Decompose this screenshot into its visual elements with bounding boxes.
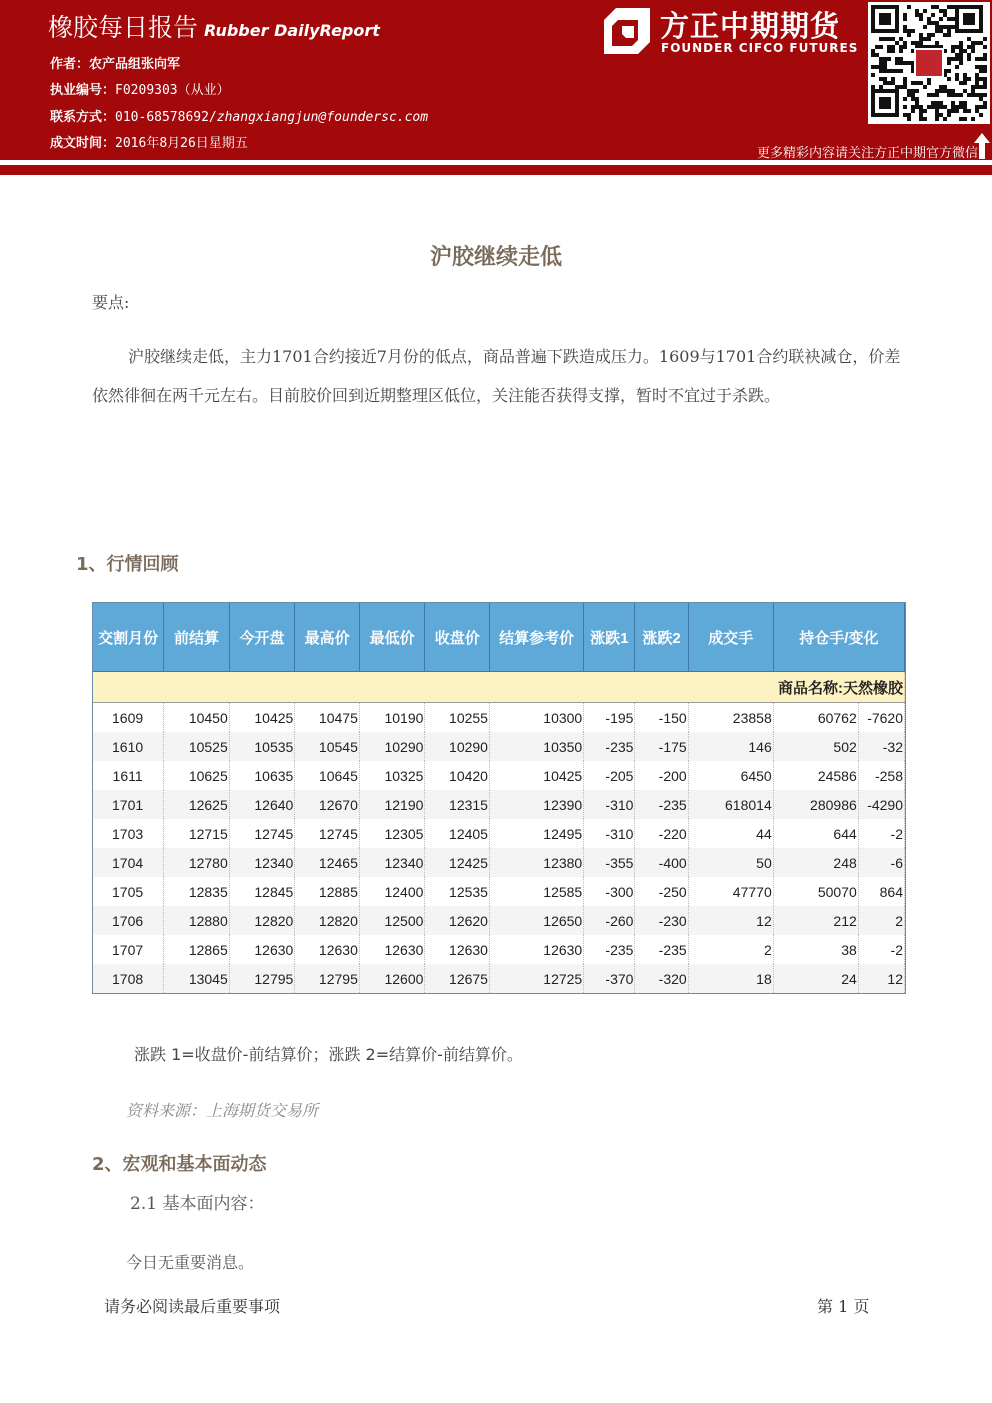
author-value: 农产品组张向军 <box>89 57 181 72</box>
date-value: 2016年8月26日星期五 <box>115 136 248 151</box>
col-header: 今开盘 <box>229 603 295 672</box>
table-cell: 12425 <box>425 848 490 877</box>
table-row <box>93 819 905 848</box>
table-cell: 864 <box>858 877 904 906</box>
table-cell: 12650 <box>489 906 583 935</box>
table-cell: -2 <box>858 935 904 964</box>
table-cell: 1609 <box>93 703 164 733</box>
table-cell: 12625 <box>164 790 230 819</box>
table-cell: -235 <box>584 935 635 964</box>
table-cell: 12670 <box>295 790 360 819</box>
table-cell: 618014 <box>688 790 773 819</box>
report-title <box>48 8 380 44</box>
table-cell: 10290 <box>425 732 490 761</box>
table-row <box>93 848 905 877</box>
contact-phone: 010-68578692/ <box>115 110 217 125</box>
col-header: 成交手 <box>688 603 773 672</box>
table-cell: 12405 <box>425 819 490 848</box>
license-line: 执业编号：F0209303（从业） <box>50 83 230 98</box>
up-arrow-icon <box>974 133 990 159</box>
col-header: 最低价 <box>359 603 425 672</box>
table-cell: 1708 <box>93 964 164 993</box>
table-cell: 10425 <box>229 703 295 733</box>
report-title-cn: 橡胶每日报告 <box>48 13 199 42</box>
table-cell: -355 <box>584 848 635 877</box>
table-cell: 6450 <box>688 761 773 790</box>
license-value: F0209303（从业） <box>115 83 230 98</box>
table-cell: 13045 <box>164 964 230 993</box>
table-cell: 10325 <box>359 761 425 790</box>
company-logo <box>604 6 859 56</box>
table-cell: -200 <box>635 761 688 790</box>
wechat-note: 更多精彩内容请关注方正中期官方微信 <box>756 146 978 161</box>
table-cell: 1610 <box>93 732 164 761</box>
col-header: 涨跌1 <box>584 603 635 672</box>
table-cell: 10625 <box>164 761 230 790</box>
table-cell: -220 <box>635 819 688 848</box>
table-row <box>93 877 905 906</box>
logo-mark-icon <box>604 8 650 54</box>
table-cell: 1704 <box>93 848 164 877</box>
table-cell: 12820 <box>295 906 360 935</box>
table-cell: -260 <box>584 906 635 935</box>
col-header: 收盘价 <box>425 603 490 672</box>
table-cell: -310 <box>584 790 635 819</box>
subsection-heading-fundamentals: 2.1 基本面内容： <box>130 1194 265 1214</box>
table-cell: 12585 <box>489 877 583 906</box>
table-cell: 12630 <box>295 935 360 964</box>
table-cell: -320 <box>635 964 688 993</box>
table-cell: 12725 <box>489 964 583 993</box>
col-header: 最高价 <box>295 603 360 672</box>
table-cell: 12820 <box>229 906 295 935</box>
summary-paragraph: 沪胶继续走低，主力1701合约接近7月份的低点，商品普遍下跌造成压力。1609与1701合约联袂减仓，价差依然徘徊在两千元左右。目前胶价回到近期整理区低位，关注能否获得支撑，暂时不宜过于杀跌。 <box>92 347 901 405</box>
table-cell: 10350 <box>489 732 583 761</box>
table-cell: 60762 <box>773 703 858 733</box>
table-row <box>93 732 905 761</box>
author-line: 作者：农产品组张向军 <box>50 57 181 72</box>
contact-email[interactable]: zhangxiangjun@foundersc.com <box>216 110 429 125</box>
table-cell: 12745 <box>295 819 360 848</box>
table-cell: -175 <box>635 732 688 761</box>
data-source: 资料来源：上海期货交易所 <box>126 1101 319 1120</box>
table-cell: 644 <box>773 819 858 848</box>
table-cell: -235 <box>635 935 688 964</box>
report-header <box>0 0 992 160</box>
table-cell: 12640 <box>229 790 295 819</box>
product-label: 商品名称:天然橡胶 <box>93 672 905 703</box>
page-number: 第 1 页 <box>817 1297 870 1316</box>
table-cell: 12780 <box>164 848 230 877</box>
product-row <box>93 672 905 703</box>
table-cell: 248 <box>773 848 858 877</box>
table-cell: 12630 <box>425 935 490 964</box>
table-cell: 24586 <box>773 761 858 790</box>
table-cell: 2 <box>858 906 904 935</box>
table-cell: 12190 <box>359 790 425 819</box>
table-cell: 47770 <box>688 877 773 906</box>
table-cell: 10475 <box>295 703 360 733</box>
table-cell: 38 <box>773 935 858 964</box>
wechat-qr-code[interactable] <box>868 2 990 124</box>
keypoints-label: 要点: <box>92 293 130 312</box>
table-cell: -2 <box>858 819 904 848</box>
logo-text-cn: 方正中期期货 <box>660 9 841 43</box>
table-cell: -258 <box>858 761 904 790</box>
table-cell: 12535 <box>425 877 490 906</box>
logo-text-en: FOUNDER CIFCO FUTURES <box>661 41 859 55</box>
table-cell: 280986 <box>773 790 858 819</box>
report-title-en: Rubber DailyReport <box>204 21 380 40</box>
table-cell: 12835 <box>164 877 230 906</box>
table-cell: 12715 <box>164 819 230 848</box>
contact-line: 联系方式：010-68578692/zhangxiangjun@foundersc.com <box>50 110 429 125</box>
table-row <box>93 761 905 790</box>
table-cell: 12880 <box>164 906 230 935</box>
table-cell: 24 <box>773 964 858 993</box>
table-cell: 12390 <box>489 790 583 819</box>
table-cell: -230 <box>635 906 688 935</box>
table-row <box>93 906 905 935</box>
table-cell: 10645 <box>295 761 360 790</box>
table-cell: 18 <box>688 964 773 993</box>
table-cell: -150 <box>635 703 688 733</box>
change-definition-note: 涨跌 1=收盘价-前结算价；涨跌 2=结算价-前结算价。 <box>134 1045 523 1064</box>
table-cell: 12675 <box>425 964 490 993</box>
table-cell: -300 <box>584 877 635 906</box>
col-header: 交割月份 <box>93 603 164 672</box>
table-cell: 212 <box>773 906 858 935</box>
table-cell: 50 <box>688 848 773 877</box>
table-cell: 12305 <box>359 819 425 848</box>
table-row <box>93 935 905 964</box>
table-cell: 12630 <box>359 935 425 964</box>
table-cell: 12495 <box>489 819 583 848</box>
table-cell: -250 <box>635 877 688 906</box>
col-header: 涨跌2 <box>635 603 688 672</box>
qr-code-icon <box>868 2 990 124</box>
section-heading-market-review: 1、行情回顾 <box>76 554 179 575</box>
table-cell: 1706 <box>93 906 164 935</box>
table-cell: -400 <box>635 848 688 877</box>
table-row <box>93 703 905 733</box>
table-cell: 10425 <box>489 761 583 790</box>
table-cell: 10300 <box>489 703 583 733</box>
table-cell: -370 <box>584 964 635 993</box>
table-cell: 12795 <box>229 964 295 993</box>
table-cell: 12630 <box>489 935 583 964</box>
table-header-row <box>93 603 905 672</box>
date-line: 成文时间：2016年8月26日星期五 <box>50 136 248 151</box>
table-cell: 23858 <box>688 703 773 733</box>
table-cell: 2 <box>688 935 773 964</box>
table-cell: 12340 <box>229 848 295 877</box>
table-cell: 10450 <box>164 703 230 733</box>
table-cell: 12380 <box>489 848 583 877</box>
table-cell: 12400 <box>359 877 425 906</box>
col-header: 结算参考价 <box>489 603 583 672</box>
table-cell: 12600 <box>359 964 425 993</box>
table-cell: -32 <box>858 732 904 761</box>
quote-table <box>92 602 906 994</box>
table-cell: 10635 <box>229 761 295 790</box>
table-cell: 44 <box>688 819 773 848</box>
table-cell: 1705 <box>93 877 164 906</box>
table-cell: 10255 <box>425 703 490 733</box>
table-cell: 10535 <box>229 732 295 761</box>
fundamentals-content: 今日无重要消息。 <box>126 1253 255 1272</box>
table-cell: 146 <box>688 732 773 761</box>
footer-notice: 请务必阅读最后重要事项 <box>104 1297 281 1316</box>
header-divider <box>0 165 992 175</box>
table-cell: 12 <box>858 964 904 993</box>
table-cell: -235 <box>635 790 688 819</box>
table-cell: 12315 <box>425 790 490 819</box>
table-cell: -205 <box>584 761 635 790</box>
table-cell: 12500 <box>359 906 425 935</box>
table-cell: 12845 <box>229 877 295 906</box>
table-cell: 12885 <box>295 877 360 906</box>
table-cell: 12795 <box>295 964 360 993</box>
table-cell: 12745 <box>229 819 295 848</box>
page-title: 沪胶继续走低 <box>429 244 562 270</box>
table-cell: -310 <box>584 819 635 848</box>
table-cell: 10525 <box>164 732 230 761</box>
table-row <box>93 790 905 819</box>
table-cell: 12 <box>688 906 773 935</box>
table-cell: 1707 <box>93 935 164 964</box>
table-cell: 10545 <box>295 732 360 761</box>
table-cell: 12865 <box>164 935 230 964</box>
table-cell: -4290 <box>858 790 904 819</box>
table-cell: 12465 <box>295 848 360 877</box>
table-cell: -235 <box>584 732 635 761</box>
table-cell: 12620 <box>425 906 490 935</box>
table-cell: 1611 <box>93 761 164 790</box>
table-cell: 10420 <box>425 761 490 790</box>
table-cell: 502 <box>773 732 858 761</box>
table-cell: 1703 <box>93 819 164 848</box>
table-cell: -195 <box>584 703 635 733</box>
table-row <box>93 964 905 993</box>
col-header: 持仓手/变化 <box>773 603 904 672</box>
table-cell: 12630 <box>229 935 295 964</box>
table-cell: -7620 <box>858 703 904 733</box>
table-cell: 50070 <box>773 877 858 906</box>
table-cell: 1701 <box>93 790 164 819</box>
col-header: 前结算 <box>164 603 230 672</box>
table-cell: 10290 <box>359 732 425 761</box>
table-cell: 10190 <box>359 703 425 733</box>
table-cell: -6 <box>858 848 904 877</box>
section-heading-macro: 2、宏观和基本面动态 <box>92 1154 267 1175</box>
table-cell: 12340 <box>359 848 425 877</box>
